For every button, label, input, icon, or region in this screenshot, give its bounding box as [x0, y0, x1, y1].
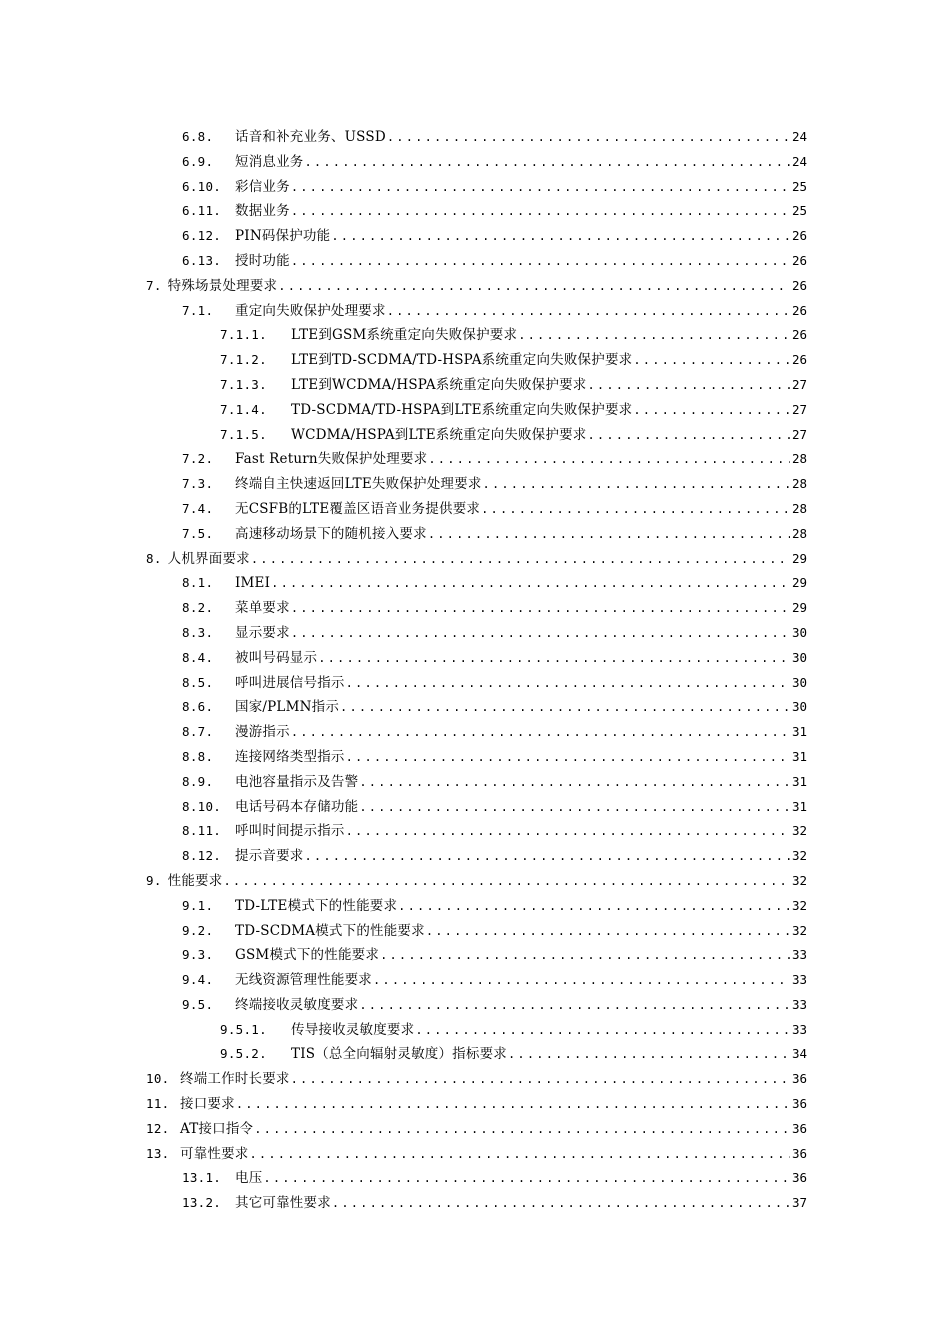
toc-entry-title: 人机界面要求 [167, 550, 250, 567]
toc-entry-title: 电压 [235, 1170, 263, 1187]
toc-entry-number: 7.5. [182, 525, 214, 541]
toc-entry-number: 8.6. [182, 699, 214, 715]
toc-entry-title: AT接口指令 [180, 1120, 254, 1137]
toc-entry[interactable] [0, 1117, 950, 1142]
toc-dot-leader [332, 1191, 790, 1216]
toc-entry-page-number: 26 [791, 277, 807, 293]
toc-entry-number: 8. [146, 550, 162, 566]
toc-entry-title: 接口要求 [180, 1096, 235, 1113]
toc-entry-title: TD-SCDMA/TD-HSPA到LTE系统重定向失败保护要求 [291, 401, 633, 418]
toc-entry-title: 国家/PLMN指示 [235, 699, 340, 716]
toc-entry-number: 8.3. [182, 624, 214, 640]
toc-entry-title: 话音和补充业务、USSD [235, 129, 386, 145]
toc-entry-number: 11. [146, 1096, 170, 1112]
toc-entry[interactable] [0, 646, 950, 671]
toc-entry-number: 12. [146, 1120, 170, 1136]
toc-entry-page-number: 31 [791, 748, 807, 764]
toc-entry-number: 8.5. [182, 674, 214, 690]
toc-entry-page-number: 26 [791, 327, 807, 343]
toc-entry[interactable] [0, 621, 950, 646]
toc-entry[interactable] [0, 745, 950, 770]
toc-dot-leader [291, 621, 790, 646]
toc-entry-number: 7. [146, 277, 162, 293]
toc-entry[interactable] [0, 1142, 950, 1167]
toc-entry-title: 数据业务 [235, 203, 290, 220]
toc-entry[interactable] [0, 869, 950, 894]
toc-entry[interactable] [0, 919, 950, 944]
toc-dot-leader [633, 398, 790, 423]
toc-dot-leader [331, 224, 790, 249]
toc-entry-title: 性能要求 [167, 872, 223, 889]
toc-entry[interactable] [0, 1191, 950, 1216]
toc-entry-title: LTE到TD-SCDMA/TD-HSPA系统重定向失败保护要求 [291, 352, 633, 369]
toc-entry[interactable] [0, 1042, 950, 1067]
toc-entry-number: 10. [146, 1071, 170, 1087]
toc-entry-title: LTE到GSM系统重定向失败保护要求 [291, 327, 518, 344]
toc-entry-page-number: 37 [791, 1195, 807, 1211]
toc-entry-page-number: 36 [791, 1170, 807, 1186]
toc-entry[interactable] [0, 423, 950, 448]
toc-entry-title: 无线资源管理性能要求 [235, 972, 372, 989]
toc-entry-page-number: 36 [791, 1120, 807, 1136]
toc-entry[interactable] [0, 894, 950, 919]
toc-entry[interactable] [0, 571, 950, 596]
toc-entry-title: 高速移动场景下的随机接入要求 [235, 525, 427, 542]
toc-entry-title: TIS（总全向辐射灵敏度）指标要求 [291, 1046, 507, 1063]
toc-entry[interactable] [0, 1092, 950, 1117]
toc-entry-page-number: 32 [791, 922, 807, 938]
toc-entry-number: 7.1.3. [220, 376, 267, 392]
toc-entry-page-number: 36 [791, 1096, 807, 1112]
toc-entry-page-number: 32 [791, 872, 807, 888]
toc-dot-leader [263, 1166, 790, 1191]
toc-entry-number: 8.4. [182, 649, 214, 665]
toc-entry-page-number: 25 [791, 178, 807, 194]
toc-dot-leader [346, 671, 790, 696]
toc-entry-title: 可靠性要求 [180, 1145, 249, 1162]
toc-dot-leader [236, 1092, 790, 1117]
toc-dot-leader [278, 274, 790, 299]
toc-dot-leader [346, 745, 790, 770]
toc-entry-title: 其它可靠性要求 [235, 1195, 331, 1212]
toc-dot-leader [481, 497, 790, 522]
toc-entry-page-number: 26 [791, 252, 807, 268]
toc-dot-leader [380, 943, 790, 968]
toc-entry-page-number: 30 [791, 699, 807, 715]
toc-entry-title: 重定向失败保护处理要求 [235, 302, 386, 319]
toc-entry[interactable] [0, 770, 950, 795]
toc-entry-title: TD-SCDMA模式下的性能要求 [235, 922, 425, 939]
toc-entry[interactable] [0, 125, 950, 150]
toc-dot-leader [588, 373, 790, 398]
toc-entry-page-number: 26 [791, 302, 807, 318]
toc-entry-page-number: 32 [791, 823, 807, 839]
toc-dot-leader [271, 571, 790, 596]
toc-entry-title: 被叫号码显示 [235, 649, 318, 666]
toc-entry-number: 8.11. [182, 823, 222, 839]
toc-entry-title: 授时功能 [235, 252, 290, 269]
toc-entry-page-number: 24 [791, 129, 807, 144]
toc-entry[interactable] [0, 150, 950, 175]
toc-entry-title: 电话号码本存储功能 [235, 798, 359, 815]
toc-entry-page-number: 36 [791, 1145, 807, 1161]
toc-entry[interactable] [0, 844, 950, 869]
toc-dot-leader [426, 919, 790, 944]
toc-entry-title: 显示要求 [235, 624, 290, 641]
toc-entry-number: 9.3. [182, 947, 214, 963]
toc-entry-number: 9. [146, 872, 162, 888]
toc-entry-page-number: 26 [791, 352, 807, 368]
toc-dot-leader [483, 472, 790, 497]
toc-entry-page-number: 30 [791, 649, 807, 665]
toc-dot-leader [428, 447, 790, 472]
toc-entry[interactable] [0, 720, 950, 745]
toc-dot-leader [633, 348, 790, 373]
toc-entry[interactable] [0, 472, 950, 497]
toc-entry-page-number: 28 [791, 525, 807, 541]
toc-entry-number: 7.4. [182, 500, 214, 516]
toc-entry-number: 7.1.5. [220, 426, 267, 442]
toc-entry[interactable] [0, 1166, 950, 1191]
toc-entry-number: 9.4. [182, 972, 214, 988]
toc-entry-title: 彩信业务 [235, 178, 290, 195]
toc-entry[interactable] [0, 224, 950, 249]
toc-entry[interactable] [0, 199, 950, 224]
toc-dot-leader [398, 894, 790, 919]
toc-entry-page-number: 27 [791, 376, 807, 392]
toc-dot-leader [428, 522, 790, 547]
toc-entry[interactable] [0, 819, 950, 844]
toc-entry-page-number: 29 [791, 550, 807, 566]
toc-entry-number: 9.5.2. [220, 1046, 267, 1062]
toc-entry-title: 漫游指示 [235, 724, 290, 741]
toc-entry-number: 8.2. [182, 600, 214, 616]
toc-entry-number: 13.2. [182, 1195, 222, 1211]
toc-entry-title: GSM模式下的性能要求 [235, 947, 380, 964]
toc-entry-number: 7.1. [182, 302, 214, 318]
toc-entry[interactable] [0, 695, 950, 720]
toc-entry-page-number: 31 [791, 798, 807, 814]
toc-entry-page-number: 33 [791, 996, 807, 1012]
toc-entry[interactable] [0, 671, 950, 696]
table-of-contents [0, 125, 950, 1216]
toc-entry-number: 9.5.1. [220, 1021, 267, 1037]
toc-entry-number: 13.1. [182, 1170, 222, 1186]
toc-dot-leader [387, 299, 790, 324]
toc-dot-leader [508, 1042, 790, 1067]
toc-entry-number: 7.1.2. [220, 352, 267, 368]
toc-entry[interactable] [0, 373, 950, 398]
toc-entry-page-number: 31 [791, 724, 807, 740]
toc-dot-leader [588, 423, 790, 448]
toc-entry-page-number: 24 [791, 153, 807, 169]
toc-entry-page-number: 34 [791, 1046, 807, 1062]
toc-entry-number: 6.11. [182, 203, 222, 219]
toc-entry-number: 8.12. [182, 848, 222, 864]
toc-entry[interactable] [0, 795, 950, 820]
toc-entry-page-number: 29 [791, 600, 807, 616]
toc-entry-number: 8.1. [182, 575, 214, 591]
toc-dot-leader [250, 1142, 790, 1167]
toc-entry-number: 6.13. [182, 252, 222, 268]
toc-dot-leader [387, 125, 790, 150]
toc-dot-leader [291, 720, 790, 745]
toc-dot-leader [318, 646, 790, 671]
toc-dot-leader [518, 323, 790, 348]
toc-entry[interactable] [0, 447, 950, 472]
toc-entry[interactable] [0, 249, 950, 274]
toc-dot-leader [415, 1018, 790, 1043]
toc-entry[interactable] [0, 1067, 950, 1092]
toc-entry-page-number: 27 [791, 426, 807, 442]
toc-entry[interactable] [0, 348, 950, 373]
toc-entry-page-number: 33 [791, 972, 807, 988]
toc-entry-page-number: 26 [791, 228, 807, 244]
toc-entry-page-number: 28 [791, 476, 807, 492]
toc-entry-number: 6.8. [182, 129, 214, 144]
toc-entry-title: 连接网络类型指示 [235, 748, 345, 765]
toc-entry-page-number: 30 [791, 624, 807, 640]
toc-entry-number: 9.5. [182, 996, 214, 1012]
toc-entry[interactable] [0, 993, 950, 1018]
toc-entry[interactable] [0, 274, 950, 299]
toc-dot-leader [359, 993, 790, 1018]
toc-entry-title: 传导接收灵敏度要求 [291, 1021, 415, 1038]
toc-entry-number: 8.7. [182, 724, 214, 740]
toc-entry-number: 8.10. [182, 798, 222, 814]
toc-entry[interactable] [0, 175, 950, 200]
toc-dot-leader [340, 695, 790, 720]
toc-dot-leader [223, 869, 789, 894]
toc-entry-title: 菜单要求 [235, 600, 290, 617]
toc-dot-leader [291, 175, 790, 200]
toc-entry[interactable] [0, 547, 950, 572]
toc-entry-page-number: 28 [791, 500, 807, 516]
toc-entry-title: TD-LTE模式下的性能要求 [235, 897, 398, 914]
toc-entry-page-number: 29 [791, 575, 807, 591]
toc-entry-number: 7.2. [182, 451, 214, 467]
toc-entry-number: 6.9. [182, 153, 214, 169]
toc-entry-page-number: 33 [791, 1021, 807, 1037]
toc-dot-leader [291, 596, 790, 621]
toc-entry-title: 电池容量指示及告警 [235, 773, 359, 790]
toc-dot-leader [346, 819, 790, 844]
toc-entry-page-number: 25 [791, 203, 807, 219]
toc-entry-title: PIN码保护功能 [235, 228, 331, 245]
toc-entry-title: 终端工作时长要求 [180, 1071, 290, 1088]
toc-entry[interactable] [0, 398, 950, 423]
toc-entry-page-number: 31 [791, 773, 807, 789]
toc-entry[interactable] [0, 323, 950, 348]
toc-entry[interactable] [0, 497, 950, 522]
toc-entry[interactable] [0, 522, 950, 547]
toc-entry-page-number: 30 [791, 674, 807, 690]
toc-entry-page-number: 33 [791, 947, 807, 963]
toc-entry-page-number: 32 [791, 848, 807, 864]
toc-entry-title: LTE到WCDMA/HSPA系统重定向失败保护要求 [291, 376, 587, 393]
toc-entry-page-number: 27 [791, 401, 807, 417]
toc-entry-number: 13. [146, 1145, 170, 1161]
toc-entry-title: IMEI [235, 575, 271, 592]
toc-entry[interactable] [0, 596, 950, 621]
toc-entry-title: 呼叫时间提示指示 [235, 823, 345, 840]
toc-entry-title: 终端接收灵敏度要求 [235, 996, 359, 1013]
toc-entry-title: 提示音要求 [235, 848, 304, 865]
toc-dot-leader [359, 795, 790, 820]
toc-entry-page-number: 28 [791, 451, 807, 467]
toc-entry-title: 无CSFB的LTE覆盖区语音业务提供要求 [235, 500, 481, 517]
toc-entry-page-number: 32 [791, 897, 807, 913]
toc-entry[interactable] [0, 968, 950, 993]
toc-entry-title: 呼叫进展信号指示 [235, 674, 345, 691]
toc-dot-leader [373, 968, 790, 993]
toc-dot-leader [305, 150, 790, 175]
toc-dot-leader [291, 249, 790, 274]
toc-entry[interactable] [0, 1018, 950, 1043]
toc-entry-number: 9.2. [182, 922, 214, 938]
toc-entry-title: 短消息业务 [235, 153, 304, 170]
toc-entry-number: 8.9. [182, 773, 214, 789]
toc-entry-title: 特殊场景处理要求 [167, 277, 278, 294]
toc-dot-leader [305, 844, 790, 869]
toc-dot-leader [359, 770, 790, 795]
toc-entry-number: 7.1.4. [220, 401, 267, 417]
toc-entry-number: 7.1.1. [220, 327, 267, 343]
toc-entry-title: 终端自主快速返回LTE失败保护处理要求 [235, 476, 482, 493]
toc-entry-number: 9.1. [182, 897, 214, 913]
toc-entry-number: 8.8. [182, 748, 214, 764]
toc-dot-leader [291, 199, 790, 224]
toc-entry-page-number: 36 [791, 1071, 807, 1087]
toc-entry[interactable] [0, 943, 950, 968]
toc-entry-title: Fast Return失败保护处理要求 [235, 451, 428, 468]
toc-entry[interactable] [0, 299, 950, 324]
toc-entry-number: 6.10. [182, 178, 222, 194]
toc-dot-leader [251, 547, 790, 572]
toc-entry-number: 6.12. [182, 228, 222, 244]
toc-entry-number: 7.3. [182, 476, 214, 492]
toc-dot-leader [291, 1067, 790, 1092]
toc-entry-title: WCDMA/HSPA到LTE系统重定向失败保护要求 [291, 426, 587, 443]
toc-dot-leader [254, 1117, 790, 1142]
